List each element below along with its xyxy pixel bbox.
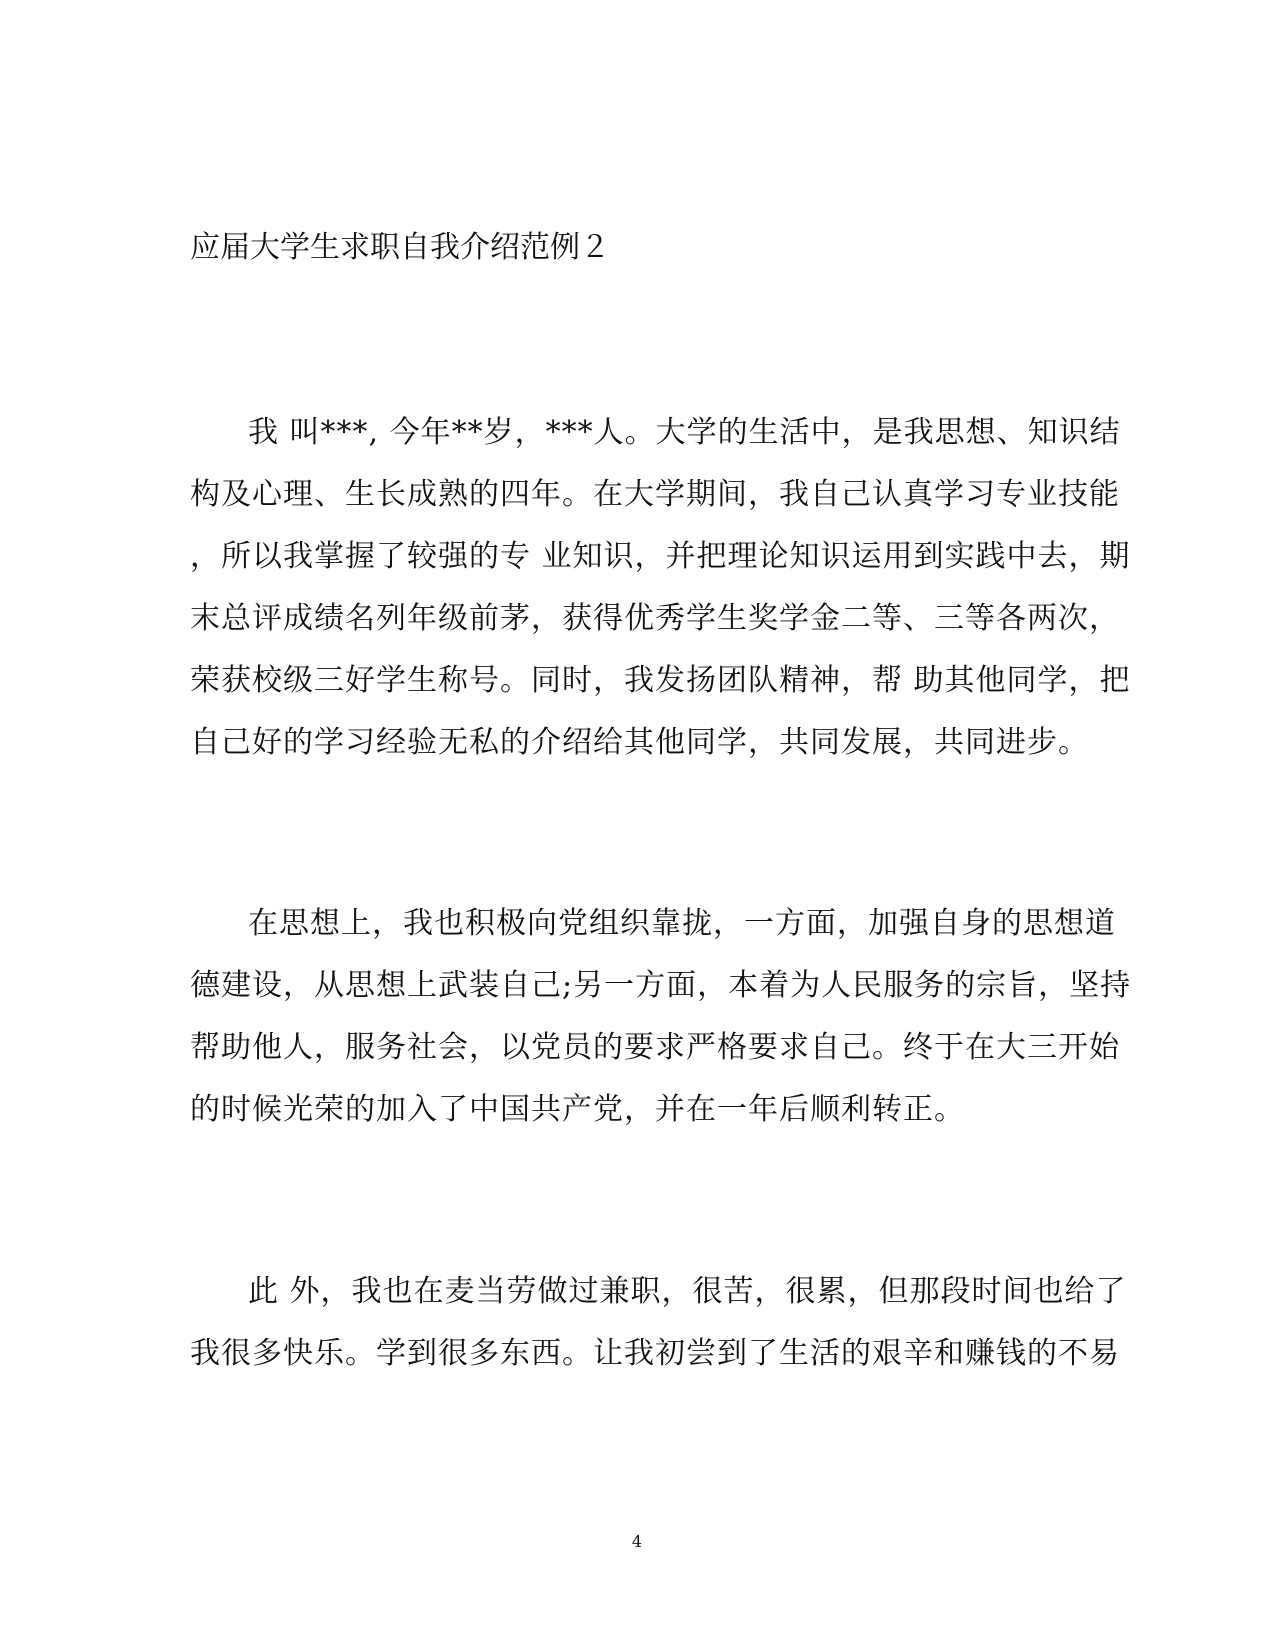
paragraph-1-line-2: 构及心理、生长成熟的四年。在大学期间，我自己认真学习专业技能 [190, 477, 1120, 512]
paragraph-1-line-1: 我 叫***, 今年**岁，***人。大学的生活中，是我思想、知识结 [248, 415, 1121, 450]
paragraph-3-line-2: 我很多快乐。学到很多东西。让我初尝到了生活的艰辛和赚钱的不易 [190, 1336, 1120, 1371]
page-number: 4 [631, 1532, 643, 1551]
paragraph-1-line-5: 荣获校级三好学生称号。同时，我发扬团队精神，帮 助其他同学，把 [190, 663, 1131, 698]
paragraph-1-line-6: 自己好的学习经验无私的介绍给其他同学，共同发展，共同进步。 [190, 725, 1089, 760]
document-title: 应届大学生求职自我介绍范例２ [190, 230, 610, 265]
paragraph-2-line-3: 帮助他人，服务社会，以党员的要求严格要求自己。终于在大三开始 [190, 1030, 1120, 1065]
paragraph-2-line-1: 在思想上，我也积极向党组织靠拢，一方面，加强自身的思想道 [248, 906, 1116, 941]
paragraph-3-line-1: 此 外，我也在麦当劳做过兼职，很苦，很累，但那段时间也给了 [248, 1274, 1127, 1309]
paragraph-2-line-2: 德建设，从思想上武装自己;另一方面，本着为人民服务的宗旨，坚持 [190, 968, 1132, 1003]
paragraph-2-line-4: 的时候光荣的加入了中国共产党，并在一年后顺利转正。 [190, 1092, 965, 1127]
paragraph-1-line-4: 末总评成绩名列年级前茅，获得优秀学生奖学金二等、三等各两次， [190, 601, 1120, 636]
paragraph-1-line-3: ，所以我掌握了较强的专 业知识，并把理论知识运用到实践中去，期 [190, 539, 1131, 574]
